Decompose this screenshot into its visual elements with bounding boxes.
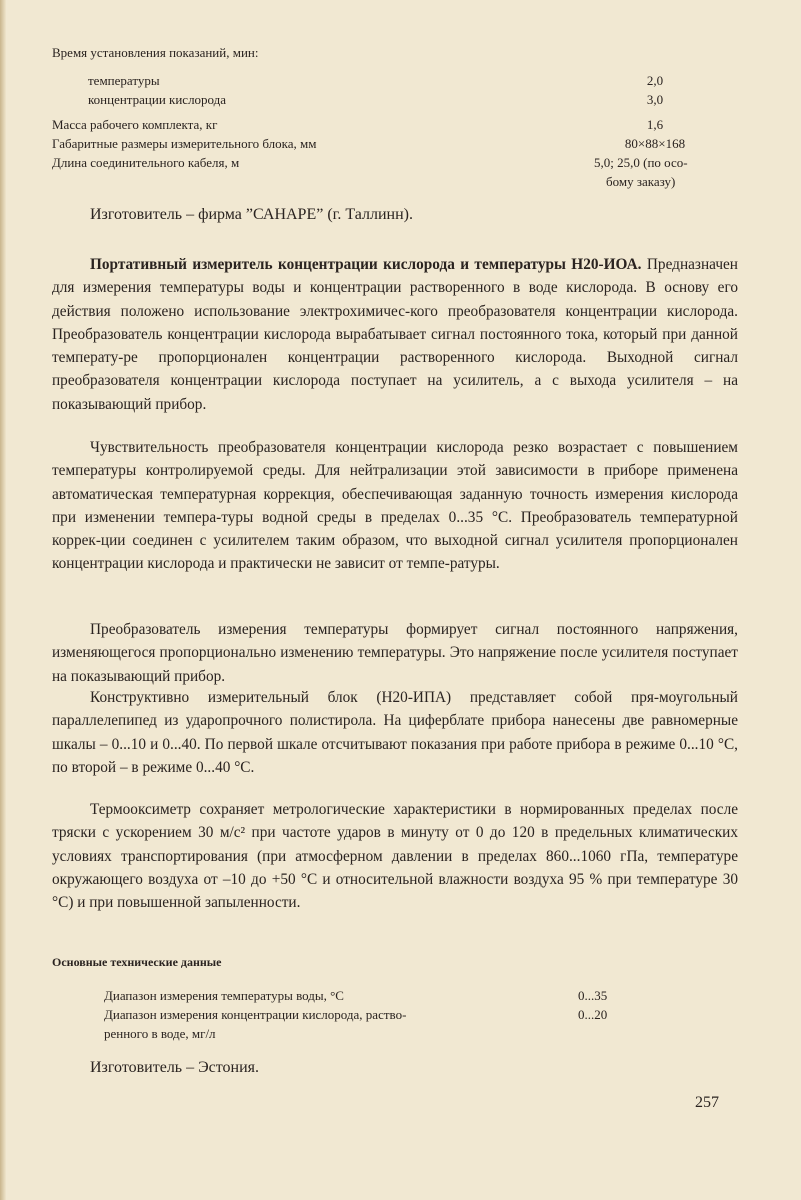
spec-label: Длина соединительного кабеля, м: [52, 155, 240, 170]
spec-value: 2,0: [646, 73, 664, 88]
spec-row: [0, 92, 801, 111]
spec-label: Габаритные размеры измерительного блока, мм: [52, 136, 317, 151]
manufacturer-line: Изготовитель – фирма ”САНАРЕ” (г. Таллинн).: [90, 206, 414, 223]
spec-label: Масса рабочего комплекта, кг: [52, 117, 218, 132]
spec-heading: Время установления показаний, мин:: [52, 45, 259, 60]
manufacturer-line: Изготовитель – Эстония.: [90, 1059, 260, 1076]
spec-row: [0, 117, 801, 136]
page-number: 257: [695, 1094, 719, 1111]
spec-value-continued: бому заказу): [606, 174, 676, 189]
spec-row: [0, 155, 801, 174]
spec-row: [0, 136, 801, 155]
tech-label: Диапазон измерения концентрации кислорода, раство-: [104, 1007, 407, 1022]
tech-value: 0...35: [578, 988, 608, 1003]
paragraph-text: Предназначен для измерения температуры воды и концентрации растворенного в воде кислорода. В основу его действия положено использование электрохимичес-кого преобразователя концентрации кислорода. Преобразователь концентрации кислорода вырабатывает сигнал постоянного тока, который при данной температу-ре пропорционален концентрации растворенного кислорода. Выходной сигнал преобразователя концентрации кислорода поступает на усилитель, а с выхода усилителя – на показывающий прибор.: [52, 256, 738, 413]
tech-data-title: Основные технические данные: [52, 955, 222, 969]
spec-row: [0, 73, 801, 92]
spec-value: 5,0; 25,0 (по осо-: [594, 155, 688, 170]
spec-value: 3,0: [646, 92, 664, 107]
tech-label: Диапазон измерения температуры воды, °С: [104, 988, 344, 1003]
spec-row-continued: [0, 174, 801, 193]
tech-label-continued: ренного в воде, мг/л: [104, 1026, 216, 1041]
paragraph: [52, 253, 738, 416]
spec-label: температуры: [88, 73, 160, 88]
spec-value: 1,6: [646, 117, 664, 132]
paragraph: Конструктивно измерительный блок (Н20-ИПА) представляет собой пря-моугольный параллелепипед из ударопрочного полистирола. На циферблате прибора нанесены две равномерные шкалы – 0...10 и 0...40. По первой шкале отсчитывают показания при работе прибора в режиме 0...10 °С, по второй – в режиме 0...40 °С.: [52, 689, 738, 776]
tech-value: 0...20: [578, 1007, 608, 1022]
spec-label: концентрации кислорода: [88, 92, 227, 107]
spec-value: 80×88×168: [624, 136, 686, 151]
paragraph: Термооксиметр сохраняет метрологические характеристики в нормированных пределах после тряски с ускорением 30 м/с² при частоте ударов в минуту от 0 до 120 в предельных климатических условиях транспортирования (при атмосферном давлении в пределах 860...1060 гПа, температуре окружающего воздуха от –10 до +50 °С и относительной влажности воздуха 95 % при температуре 30 °С) и при повышенной запыленности.: [52, 801, 738, 912]
paragraph: Чувствительность преобразователя концентрации кислорода резко возрастает с повышением температуры контролируемой среды. Для нейтрализации этой зависимости в приборе применена автоматическая температурная коррекция, обеспечивающая заданную точность измерения кислорода при изменении темпера-туры водной среды в пределах 0...35 °С. Преобразователь температурной коррек-ции соединен с усилителем таким образом, что выходной сигнал усилителя пропорционален концентрации кислорода и практически не зависит от темпе-ратуры.: [52, 439, 738, 573]
paragraph: Преобразователь измерения температуры формирует сигнал постоянного напряжения, изменяющегося пропорционально изменению температуры. Это напряжение после усилителя поступает на показывающий прибор.: [52, 621, 738, 685]
section-title: Портативный измеритель концентрации кислорода и температуры Н20-ИОА.: [90, 256, 642, 273]
